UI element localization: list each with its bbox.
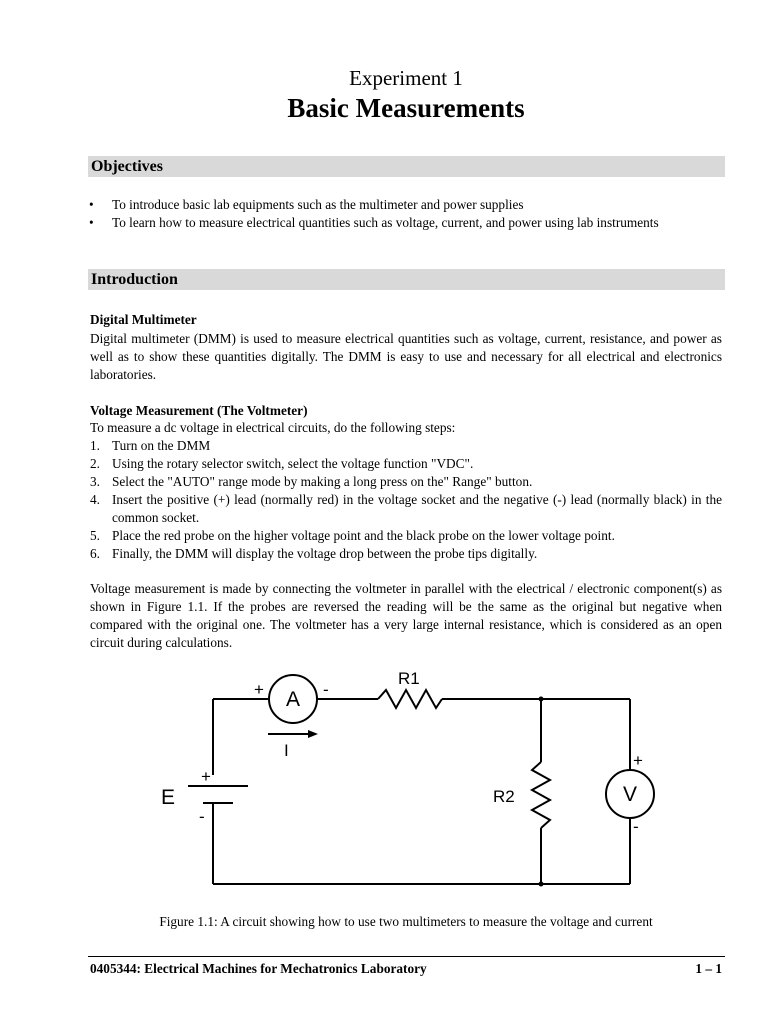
page-title: Basic Measurements <box>287 93 525 123</box>
step-item <box>90 455 722 473</box>
dmm-paragraph: Digital multimeter (DMM) is used to measure electrical quantities such as voltage, current, resistance, and power as well as to show these quantities digitally. The DMM is easy to use and necessary for all electrical and electronics laboratories. <box>90 331 722 382</box>
dmm-heading: Digital Multimeter <box>90 312 197 327</box>
step-text: Finally, the DMM will display the voltage drop between the probe tips digitally. <box>112 546 538 561</box>
objectives-section-header <box>88 156 725 177</box>
step-item <box>90 491 722 527</box>
step-item <box>90 437 722 455</box>
objectives-heading: Objectives <box>91 158 163 175</box>
introduction-heading: Introduction <box>91 271 178 288</box>
battery-minus: - <box>199 807 205 826</box>
r2-label: R2 <box>493 787 515 806</box>
step-text: Insert the positive (+) lead (normally red) in the voltage socket and the negative (-) lead (normally black) in the common socket. <box>112 492 722 525</box>
step-text: Using the rotary selector switch, select the voltage function "VDC". <box>112 456 474 471</box>
ammeter-plus: + <box>254 680 264 699</box>
step-text: Select the "AUTO" range mode by making a long press on the" Range" button. <box>112 474 533 489</box>
step-number: 6. <box>90 546 100 561</box>
circuit-diagram <box>150 662 670 902</box>
objective-item: • To learn how to measure electrical quantities such as voltage, current, and power using lab instruments <box>88 214 722 232</box>
current-arrow-head <box>308 730 318 738</box>
step-number: 1. <box>90 438 100 453</box>
voltage-intro: To measure a dc voltage in electrical circuits, do the following steps: <box>90 420 456 435</box>
step-text: Turn on the DMM <box>112 438 211 453</box>
objectives-list <box>88 196 722 232</box>
objective-item: • To introduce basic lab equipments such as the multimeter and power supplies <box>88 196 722 214</box>
battery-plus: + <box>201 767 211 786</box>
voltmeter-label: V <box>622 783 638 806</box>
r1-label: R1 <box>398 669 420 688</box>
step-number: 2. <box>90 456 100 471</box>
resistor-r1 <box>378 690 442 708</box>
voltage-paragraph: Voltage measurement is made by connecting the voltmeter in parallel with the electrical / electronic component(s) as shown in Figure 1.1. If the probes are reversed the reading will be the same as the original but negative when compared with the original one. The voltmeter has a very large internal resistance, which is considered as an open circuit during calculations. <box>90 581 722 650</box>
step-item <box>90 527 722 545</box>
resistor-r2 <box>532 762 550 828</box>
source-label: E <box>161 786 176 809</box>
step-text: Place the red probe on the higher voltage point and the black probe on the lower voltage point. <box>112 528 615 543</box>
experiment-number: Experiment 1 <box>349 66 463 90</box>
current-label: I <box>284 741 289 760</box>
junction-top <box>539 697 544 702</box>
ammeter-minus: - <box>323 680 329 699</box>
voltage-heading: Voltage Measurement (The Voltmeter) <box>90 403 308 418</box>
footer-course: 0405344: Electrical Machines for Mechatronics Laboratory <box>90 961 427 976</box>
voltmeter-minus: - <box>633 817 639 836</box>
voltmeter-plus: + <box>633 751 643 770</box>
step-number: 5. <box>90 528 100 543</box>
introduction-section-header <box>88 269 725 290</box>
footer-divider <box>88 956 725 957</box>
footer-page-number: 1 – 1 <box>695 961 722 976</box>
step-number: 4. <box>90 492 100 507</box>
figure-caption: Figure 1.1: A circuit showing how to use two multimeters to measure the voltage and current <box>159 914 653 929</box>
junction-bottom <box>539 882 544 887</box>
step-item <box>90 545 722 563</box>
step-number: 3. <box>90 474 100 489</box>
voltage-steps-list <box>90 437 722 563</box>
ammeter-label: A <box>285 688 301 711</box>
step-item <box>90 473 722 491</box>
